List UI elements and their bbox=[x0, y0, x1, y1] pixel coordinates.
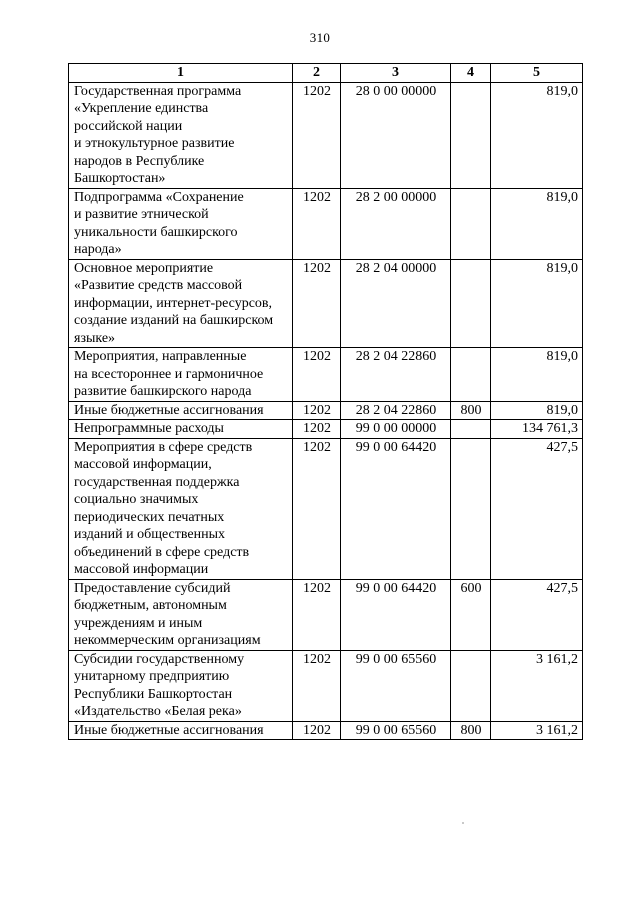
row-target-cell: 99 0 00 00000 bbox=[341, 420, 451, 439]
table-row bbox=[69, 420, 583, 439]
header-col-5: 5 bbox=[491, 64, 583, 83]
row-section-cell: 1202 bbox=[293, 401, 341, 420]
table-row bbox=[69, 259, 583, 348]
table-row bbox=[69, 650, 583, 721]
row-amount-cell: 819,0 bbox=[491, 188, 583, 259]
row-section-cell: 1202 bbox=[293, 259, 341, 348]
table-row bbox=[69, 721, 583, 740]
header-col-4: 4 bbox=[451, 64, 491, 83]
row-name-cell: Иные бюджетные ассигнования bbox=[69, 401, 293, 420]
row-type-cell: 800 bbox=[451, 721, 491, 740]
row-target-cell: 99 0 00 64420 bbox=[341, 579, 451, 650]
row-name-cell: Субсидии государственному унитарному предприятию Республики Башкортостан «Издательство «Белая река» bbox=[69, 650, 293, 721]
row-name-cell: Мероприятия в сфере средств массовой информации, государственная поддержка социально значимых периодических печатных изданий и общественных объединений в сфере средств массовой информации bbox=[69, 438, 293, 579]
table-header bbox=[69, 64, 583, 83]
row-amount-cell: 427,5 bbox=[491, 579, 583, 650]
row-section-cell: 1202 bbox=[293, 188, 341, 259]
row-target-cell: 28 2 04 22860 bbox=[341, 348, 451, 402]
row-target-cell: 99 0 00 65560 bbox=[341, 721, 451, 740]
row-target-cell: 28 2 00 00000 bbox=[341, 188, 451, 259]
row-type-cell bbox=[451, 438, 491, 579]
row-target-cell: 28 0 00 00000 bbox=[341, 82, 451, 188]
row-name-cell: Государственная программа «Укрепление единства российской нации и этнокультурное развитие народов в Республике Башкортостан» bbox=[69, 82, 293, 188]
header-col-2: 2 bbox=[293, 64, 341, 83]
row-amount-cell: 134 761,3 bbox=[491, 420, 583, 439]
header-col-3: 3 bbox=[341, 64, 451, 83]
table-row bbox=[69, 348, 583, 402]
table-row bbox=[69, 579, 583, 650]
row-target-cell: 99 0 00 64420 bbox=[341, 438, 451, 579]
row-name-cell: Непрограммные расходы bbox=[69, 420, 293, 439]
row-target-cell: 28 2 04 00000 bbox=[341, 259, 451, 348]
row-type-cell bbox=[451, 82, 491, 188]
scan-speck bbox=[462, 822, 464, 824]
row-name-cell: Мероприятия, направленные на всестороннее и гармоничное развитие башкирского народа bbox=[69, 348, 293, 402]
page-number: 310 bbox=[309, 30, 331, 45]
row-name-cell: Предоставление субсидий бюджетным, автономным учреждениям и иным некоммерческим организациям bbox=[69, 579, 293, 650]
row-type-cell bbox=[451, 348, 491, 402]
row-name-cell: Основное мероприятие «Развитие средств массовой информации, интернет-ресурсов, создание изданий на башкирском языке» bbox=[69, 259, 293, 348]
row-target-cell: 28 2 04 22860 bbox=[341, 401, 451, 420]
table-row bbox=[69, 401, 583, 420]
row-section-cell: 1202 bbox=[293, 82, 341, 188]
table-row bbox=[69, 82, 583, 188]
row-type-cell bbox=[451, 188, 491, 259]
row-type-cell: 600 bbox=[451, 579, 491, 650]
table-row bbox=[69, 438, 583, 579]
budget-table bbox=[68, 63, 583, 740]
row-section-cell: 1202 bbox=[293, 721, 341, 740]
row-name-cell: Подпрограмма «Сохранение и развитие этнической уникальности башкирского народа» bbox=[69, 188, 293, 259]
row-amount-cell: 819,0 bbox=[491, 82, 583, 188]
row-type-cell bbox=[451, 650, 491, 721]
row-section-cell: 1202 bbox=[293, 420, 341, 439]
row-amount-cell: 3 161,2 bbox=[491, 650, 583, 721]
row-section-cell: 1202 bbox=[293, 579, 341, 650]
table-body bbox=[69, 82, 583, 740]
row-amount-cell: 3 161,2 bbox=[491, 721, 583, 740]
row-amount-cell: 819,0 bbox=[491, 259, 583, 348]
header-col-1: 1 bbox=[69, 64, 293, 83]
row-section-cell: 1202 bbox=[293, 348, 341, 402]
row-section-cell: 1202 bbox=[293, 438, 341, 579]
row-target-cell: 99 0 00 65560 bbox=[341, 650, 451, 721]
row-amount-cell: 427,5 bbox=[491, 438, 583, 579]
row-amount-cell: 819,0 bbox=[491, 348, 583, 402]
row-type-cell: 800 bbox=[451, 401, 491, 420]
header-row bbox=[69, 64, 583, 83]
table-row bbox=[69, 188, 583, 259]
row-name-cell: Иные бюджетные ассигнования bbox=[69, 721, 293, 740]
row-type-cell bbox=[451, 259, 491, 348]
row-amount-cell: 819,0 bbox=[491, 401, 583, 420]
row-section-cell: 1202 bbox=[293, 650, 341, 721]
row-type-cell bbox=[451, 420, 491, 439]
